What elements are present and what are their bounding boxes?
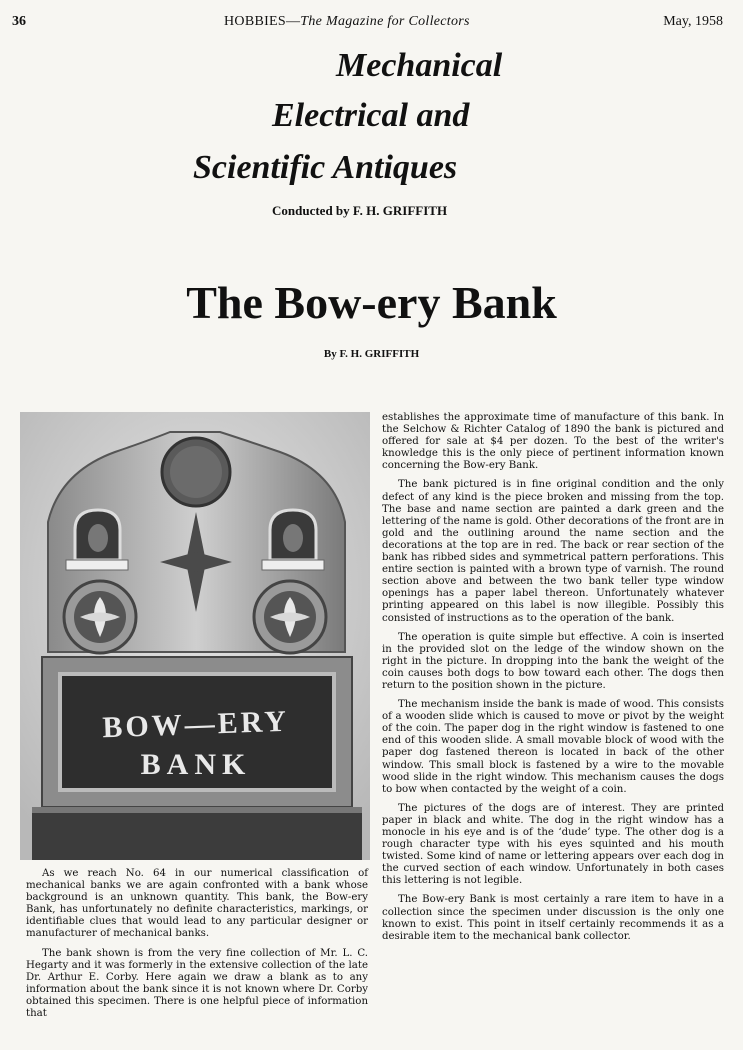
issue-date: May, 1958 bbox=[663, 14, 723, 29]
article-right-column bbox=[382, 412, 724, 950]
magazine-prefix: HOBBIES— bbox=[224, 14, 301, 29]
paragraph: The bank shown is from the very fine collection of Mr. L. C. Hegarty and it was formerly in the extensive collection of the late Dr. Arthur E. Corby. Here again we draw a blank as to any information about the bank since it is not known where Dr. Corby obtained this specimen. There is one helpful piece of information that bbox=[26, 947, 368, 1020]
bank-sign-line-1: BOW—ERY bbox=[101, 704, 290, 745]
department-editor: Conducted by F. H. GRIFFITH bbox=[272, 203, 448, 218]
paragraph: The Bow-ery Bank is most certainly a rare item to have in a collection since the specimen under discussion is the only one known to exist. This point in itself certainly recommends it as a desirable item to the mechanical bank collector. bbox=[382, 894, 724, 942]
paragraph: As we reach No. 64 in our numerical classification of mechanical banks we are again confronted with a bank whose background is an unknown quantity. This bank, the Bow-ery Bank, has unfortunately no definite characteristics, markings, or identifiable clues that would lead to any particular designer or manufacturer of mechanical banks. bbox=[26, 868, 368, 940]
bank-photograph bbox=[20, 412, 370, 860]
article-title: The Bow-ery Bank bbox=[186, 277, 557, 328]
paragraph: The pictures of the dogs are of interest. They are printed paper in black and white. The dog in the right window has a monocle in his eye and is of the ‘dude’ type. The other dog is a rough character type with his eyes squinted and his mouth twisted. Some kind of name or lettering appears over each dog in the curved section of each window. Unfortunately in both cases this lettering is not legible. bbox=[382, 802, 724, 887]
paragraph-continuation: establishes the approximate time of manufacture of this bank. In the Selchow & Richter Catalog of 1890 the bank is pictured and offered for sale at $4 per dozen. To the best of the writer's knowledge this is the only piece of pertinent information known concerning the Bow-ery Bank. bbox=[382, 412, 724, 472]
magazine-title bbox=[224, 14, 470, 30]
department-title-line-3: Scientific Antiques bbox=[193, 149, 458, 186]
bank-sign-line-2: BANK bbox=[140, 748, 252, 781]
article-byline: By F. H. GRIFFITH bbox=[323, 348, 420, 360]
article-left-column bbox=[26, 868, 368, 1027]
running-head bbox=[12, 14, 723, 32]
paragraph: The operation is quite simple but effective. A coin is inserted in the provided slot on the ledge of the window shown on the right in the picture. In dropping into the bank the weight of the coin causes both dogs to bow toward each other. The dogs then return to the position shown in the picture. bbox=[382, 631, 724, 691]
paragraph: The bank pictured is in fine original condition and the only defect of any kind is the piece broken and missing from the top. The base and name section are painted a dark green and the lettering of the name is gold. Other decorations of the front are in gold and the outlining around the name section and the decorations at the top are in red. The back or rear section of the bank has ribbed sides and symmetrical pattern perforations. This entire section is painted with a brown type of varnish. The round section above and between the two bank teller type window openings has a paper label thereon. Unfortunately whatever printing appeared on this label is now illegible. Possibly this consisted of instructions as to the operation of the bank. bbox=[382, 479, 724, 624]
paragraph: The mechanism inside the bank is made of wood. This consists of a wooden slide which is caused to move or pivot by the weight of the coin. The paper dog in the right window is fastened to one end of this wooden slide. A small movable block of wood with the paper dog fastened thereon is located in back of the other window. This small block is fastened by a wire to the movable wood slide in the right window. This mechanism causes the dogs to bow when contacted by the weight of a coin. bbox=[382, 699, 724, 795]
department-title-line-2: Electrical and bbox=[272, 97, 470, 134]
department-title-line-1: Mechanical bbox=[336, 47, 503, 84]
magazine-name: The Magazine for Collectors bbox=[300, 14, 470, 29]
page-number: 36 bbox=[12, 14, 26, 29]
